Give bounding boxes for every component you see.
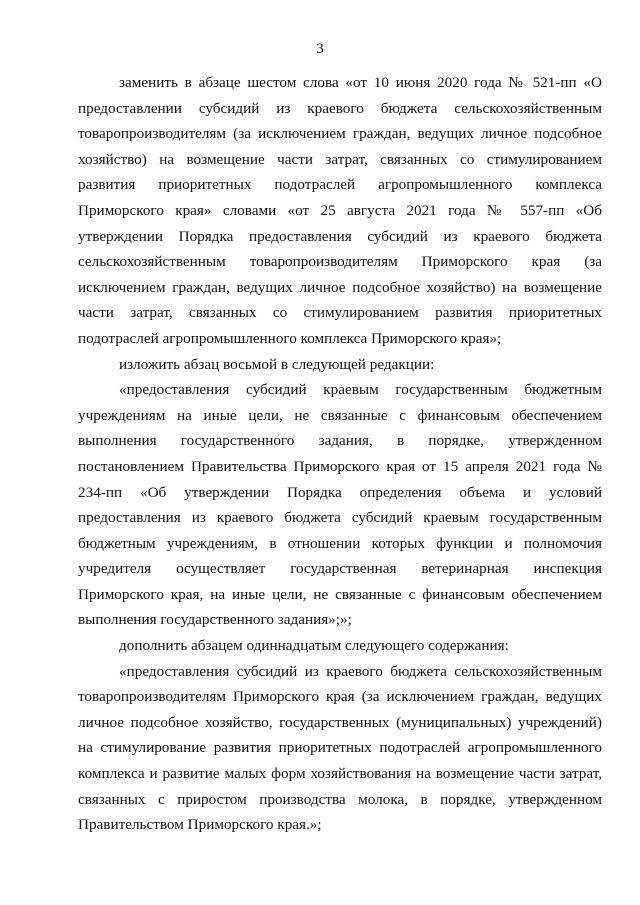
page-number: 3 — [316, 41, 324, 57]
paragraph-eleventh-text: «предоставления субсидий из краевого бюджета сельскохозяйственным товаропроизводителям Приморского края (за исключением граждан, ведущих личное подсобное хозяйство, государственных (муниципальных) учреждений) на стимулирование развития приоритетных подотраслей агропромышленного комплекса и развитие малых форм хозяйствования на возмещение части затрат, связанных с приростом производства молока, в порядке, утвержденном Правительством Приморского края.»; — [78, 662, 602, 834]
paragraph-restate-eighth: изложить абзац восьмой в следующей редакции: — [119, 355, 435, 373]
paragraph-replace-words: заменить в абзаце шестом слова «от 10 июня 2020 года № 521-пп «О предоставлении субсидий из краевого бюджета сельскохозяйственным товаропроизводителям (за исключением граждан, ведущих личное подсобное хозяйство) на возмещение части затрат, связанных со стимулированием развития приоритетных подотраслей агропромышленного комплекса Приморского края» словами «от 25 августа 2021 года № 557-пп «Об утверждении Порядка предоставления субсидий из краевого бюджета сельскохозяйственным товаропроизводителям Приморского края (за исключением граждан, ведущих личное подсобное хозяйство) на возмещение части затрат, связанных со стимулированием развития приоритетных подотраслей агропромышленного комплекса Приморского края»; — [78, 74, 602, 347]
document-body — [78, 70, 602, 838]
paragraph-add-eleventh: дополнить абзацем одиннадцатым следующего содержания: — [119, 637, 509, 655]
paragraph-eighth-text: «предоставления субсидий краевым государственным бюджетным учреждениям на иные цели, не связанные с финансовым обеспечением выполнения государственного задания, в порядке, утвержденном постановлением Правительства Приморского края от 15 апреля 2021 года № 234-пп «Об утверждении Порядка определения объема и условий предоставления из краевого бюджета субсидий краевым государственным бюджетным учреждениям, в отношении которых функции и полномочия учредителя осуществляет государственная ветеринарная инспекция Приморского края, на иные цели, не связанные с финансовым обеспечением выполнения государственного задания»;»; — [78, 381, 602, 629]
